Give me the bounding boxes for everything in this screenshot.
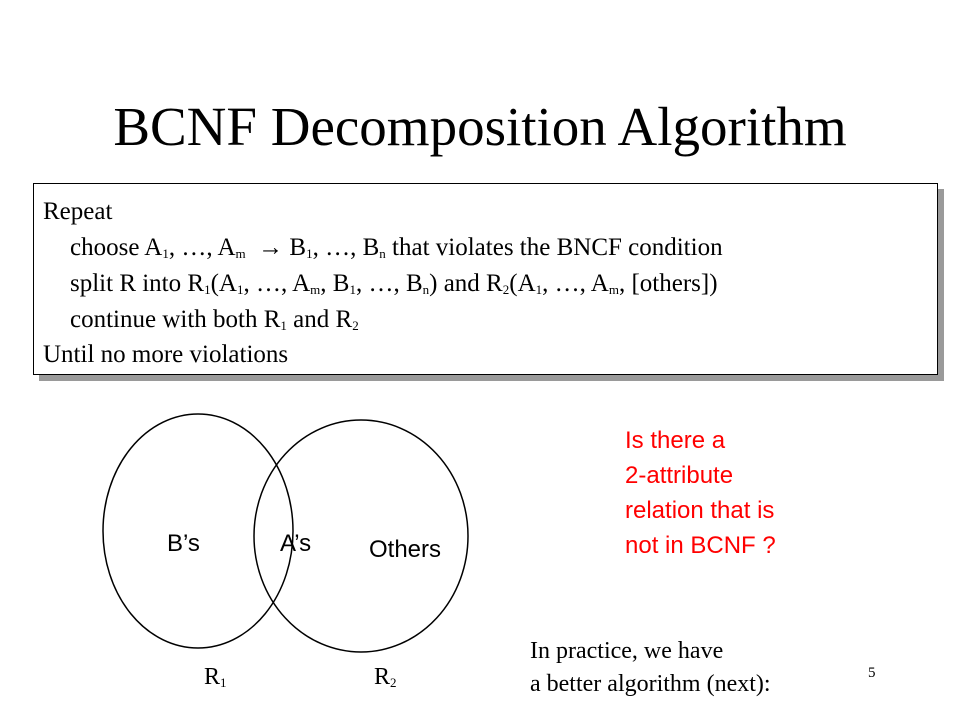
label-r2: $R_2$ (374, 664, 397, 690)
algorithm-until: Until no more violations (43, 341, 289, 368)
algorithm-continue-step: continue with both $R_1$ and $R_2$ (70, 306, 359, 333)
question-line: relation that is (625, 497, 775, 524)
algorithm-repeat: Repeat (43, 198, 113, 225)
label-r1: $R_1$ (204, 664, 227, 690)
question-line: 2-attribute (625, 462, 734, 489)
question-line: Is there a (625, 427, 726, 454)
venn-label-as: A’s (280, 530, 312, 557)
arrow-right-icon: → (258, 234, 284, 261)
practice-note (530, 635, 771, 701)
slide-title: BCNF Decomposition Algorithm (113, 96, 847, 157)
page-number: 5 (868, 665, 876, 681)
algorithm-split-step: split R into $R_1(A_1$, …, $A_m$, $B_1$, …, $B_n$) and $R_2(A_1$, …, $A_m$, [others]) (70, 270, 718, 297)
practice-line: a better algorithm (next): (530, 671, 771, 697)
question-line: not in BCNF ? (625, 532, 776, 559)
practice-line: In practice, we have (530, 638, 724, 664)
bcnf-question (625, 423, 776, 563)
venn-label-others: Others (369, 536, 442, 563)
algorithm-choose-step: choose $A_1$, …, $A_m \to B_1$, …, $B_n$ that violates the BNCF condition (70, 234, 723, 261)
venn-label-bs: B’s (167, 530, 200, 557)
